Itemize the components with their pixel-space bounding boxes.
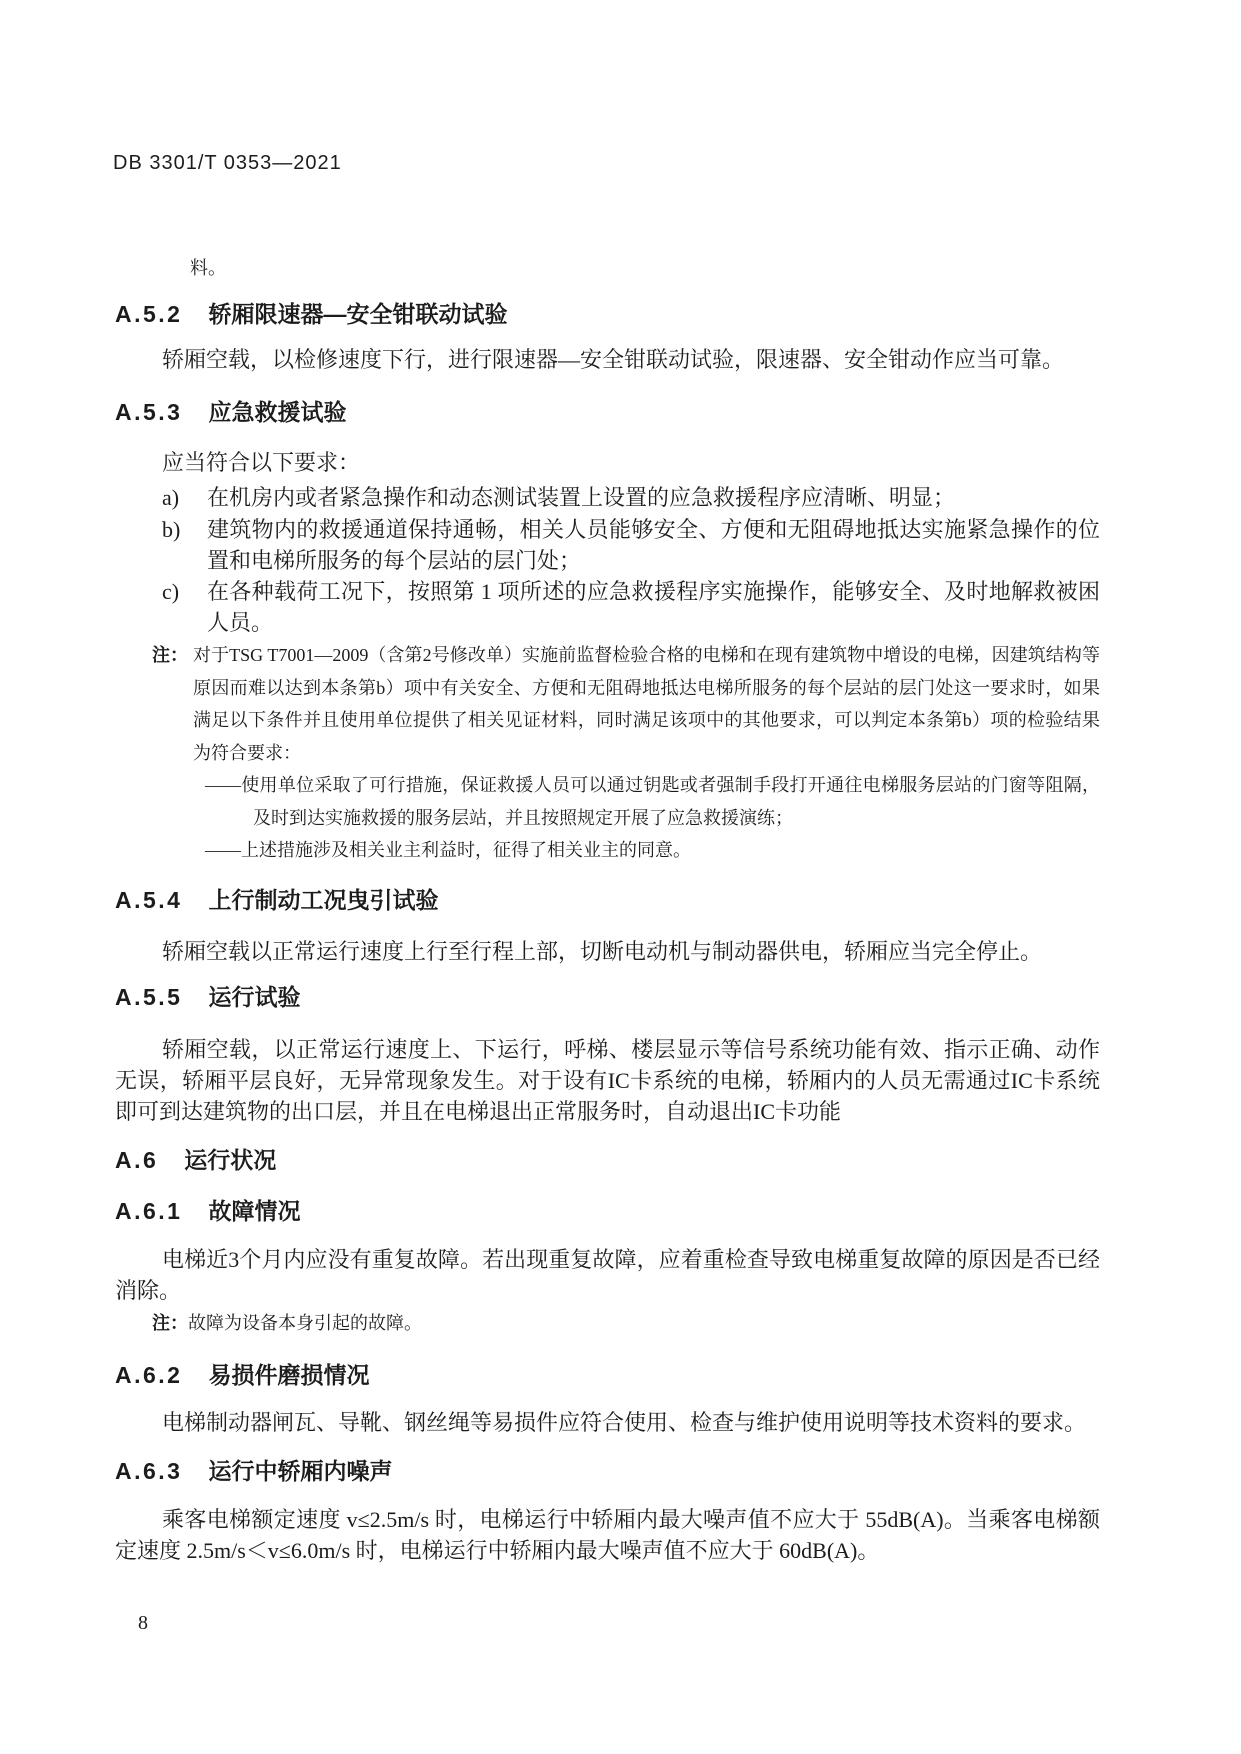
paragraph-a-5-5: 轿厢空载，以正常运行速度上、下运行，呼梯、楼层显示等信号系统功能有效、指示正确、动作无误，轿厢平层良好，无异常现象发生。对于设有IC卡系统的电梯，轿厢内的人员无需通过IC卡系统即可到达建筑物的出口层，并且在电梯退出正常服务时，自动退出IC卡功能	[115, 1037, 1100, 1124]
note-text: 故障为设备本身引起的故障。	[188, 1313, 422, 1333]
section-heading-a-6	[115, 1147, 276, 1175]
note-dash-item: ——上述措施涉及相关业主利益时，征得了相关业主的同意。	[205, 840, 691, 860]
note-text: 对于TSG T7001—2009（含第2号修改单）实施前监督检验合格的电梯和在现有建筑物中增设的电梯，因建筑结构等原因而难以达到本条第b）项中有关安全、方便和无阻碍地抵达电梯所服务的每个层站的层门处这一要求时，如果满足以下条件并且使用单位提供了相关见证材料，同时满足该项中的其他要求，可以判定本条第b）项的检验结果为符合要求：	[193, 645, 1100, 763]
paragraph-a-5-4: 轿厢空载以正常运行速度上行至行程上部，切断电动机与制动器供电，轿厢应当完全停止。	[162, 939, 1043, 964]
section-heading-a-5-3	[115, 399, 346, 427]
section-title: 应急救援试验	[208, 399, 347, 425]
carryover-text: 料。	[190, 258, 226, 278]
note-block-a-6-1	[152, 1313, 422, 1335]
section-number: A.6.2	[115, 1362, 183, 1388]
section-heading-a-6-1	[115, 1198, 300, 1226]
section-title: 易损件磨损情况	[208, 1362, 370, 1388]
page-number: 8	[138, 1612, 148, 1634]
note-label: 注：	[152, 645, 188, 665]
list-marker: a)	[162, 485, 180, 510]
section-title: 运行试验	[208, 984, 301, 1010]
paragraph-a-6-1: 电梯近3个月内应没有重复故障。若出现重复故障，应着重检查导致电梯重复故障的原因是否已经消除。	[115, 1247, 1100, 1303]
list-marker: b)	[162, 517, 181, 542]
section-number: A.5.3	[115, 399, 183, 425]
section-number: A.6.3	[115, 1458, 183, 1484]
section-heading-a-6-3	[115, 1458, 392, 1486]
note-dash-item: ——使用单位采取了可行措施，保证救援人员可以通过钥匙或者强制手段打开通往电梯服务层站的门窗等阻隔，及时到达实施救援的服务层站，并且按照规定开展了应急救援演练；	[205, 775, 1100, 828]
note-block-a-5-3	[193, 639, 1100, 867]
paragraph-a-5-3-intro: 应当符合以下要求：	[162, 450, 361, 475]
list-item-text: 在机房内或者紧急操作和动态测试装置上设置的应急救援程序应清晰、明显；	[207, 485, 956, 510]
paragraph-a-5-2: 轿厢空载，以检修速度下行，进行限速器—安全钳联动试验，限速器、安全钳动作应当可靠。	[162, 347, 1065, 372]
section-heading-a-5-5	[115, 984, 300, 1012]
section-heading-a-5-4	[115, 887, 438, 915]
list-marker: c)	[162, 579, 180, 604]
section-heading-a-5-2	[115, 301, 507, 329]
section-number: A.6	[115, 1147, 159, 1173]
section-title: 运行状况	[184, 1147, 277, 1173]
note-label: 注：	[152, 1313, 188, 1333]
section-title: 轿厢限速器—安全钳联动试验	[208, 301, 508, 327]
section-title: 故障情况	[208, 1198, 301, 1224]
document-code: DB 3301/T 0353—2021	[113, 152, 342, 174]
section-title: 运行中轿厢内噪声	[208, 1458, 393, 1484]
section-title: 上行制动工况曳引试验	[208, 887, 439, 913]
section-number: A.5.5	[115, 984, 183, 1010]
list-item-c	[162, 576, 1100, 638]
list-item-text: 建筑物内的救援通道保持通畅，相关人员能够安全、方便和无阻碍地抵达实施紧急操作的位置和电梯所服务的每个层站的层门处；	[207, 517, 1100, 573]
section-number: A.5.4	[115, 887, 183, 913]
list-item-a	[162, 482, 1100, 513]
paragraph-a-6-3: 乘客电梯额定速度 v≤2.5m/s 时，电梯运行中轿厢内最大噪声值不应大于 55dB(A)。当乘客电梯额定速度 2.5m/s＜v≤6.0m/s 时，电梯运行中轿厢内最大噪声值不应大于 60dB(A)。	[115, 1507, 1100, 1563]
section-number: A.6.1	[115, 1198, 183, 1224]
section-number: A.5.2	[115, 301, 183, 327]
section-heading-a-6-2	[115, 1362, 369, 1390]
list-item-text: 在各种载荷工况下，按照第 1 项所述的应急救援程序实施操作，能够安全、及时地解救被困人员。	[207, 579, 1100, 635]
paragraph-a-6-2: 电梯制动器闸瓦、导靴、钢丝绳等易损件应符合使用、检查与维护使用说明等技术资料的要求。	[162, 1410, 1087, 1435]
list-item-b	[162, 514, 1100, 576]
